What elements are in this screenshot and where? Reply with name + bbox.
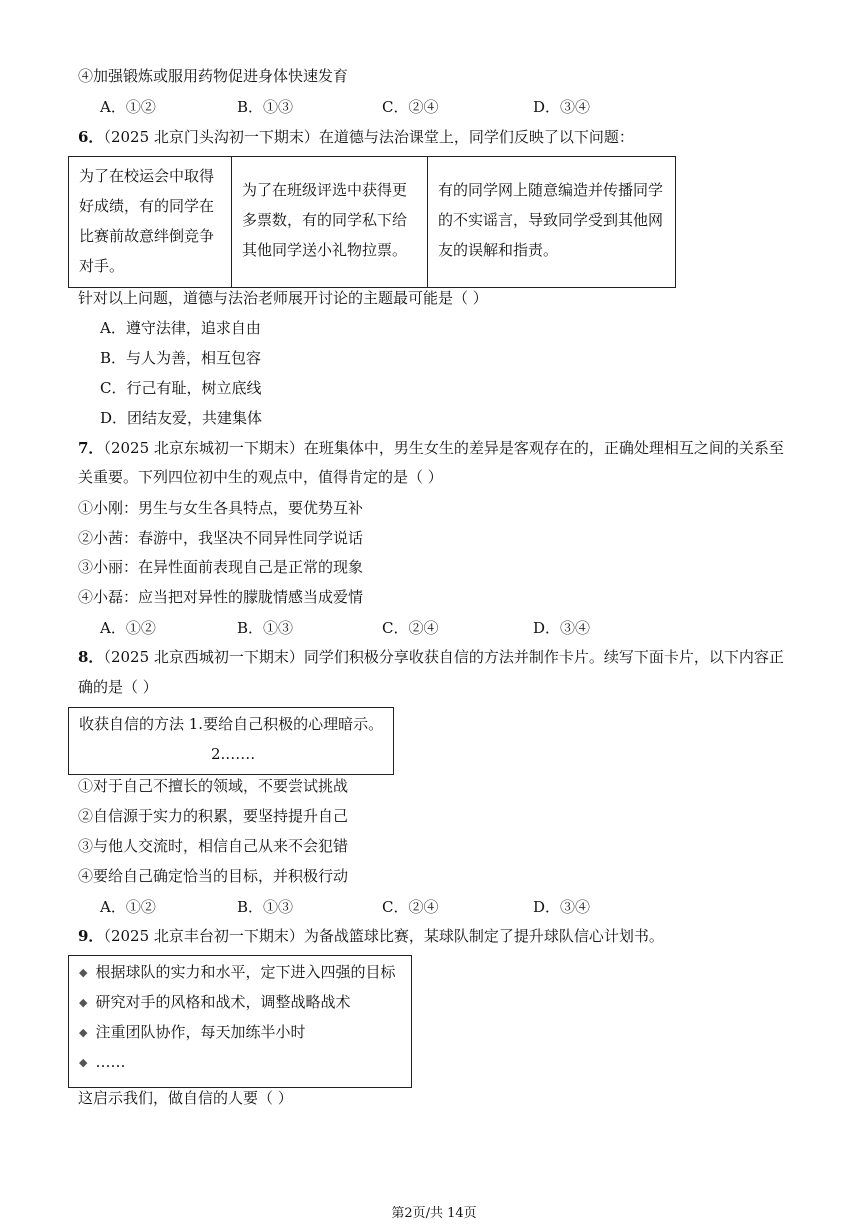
page-footer: 第2页/共 14页	[391, 1206, 477, 1221]
diamond-bullet-icon: ◆	[79, 966, 88, 979]
q7-item-3: ③小丽：在异性面前表现自己是正常的现象	[78, 558, 364, 576]
q7-option-b: B．①③	[237, 619, 294, 637]
q8-item-4: ④要给自己确定恰当的目标，并积极行动	[78, 867, 349, 885]
diamond-bullet-icon: ◆	[79, 1056, 88, 1069]
q8-card-line-2: 2.……	[211, 745, 256, 763]
q9-stem	[78, 926, 664, 946]
q9-number: 9．	[78, 927, 104, 945]
q8-options	[100, 897, 800, 917]
q6-scenario-cell-2: 为了在班级评选中获得更多票数，有的同学私下给其他同学送小礼物拉票。	[231, 157, 427, 287]
q8-option-c: C．②④	[382, 898, 439, 916]
q8-stem-line-1	[78, 647, 784, 667]
q6-question: 针对以上问题，道德与法治老师展开讨论的主题最可能是（ ）	[78, 289, 488, 307]
q8-option-a: A．①②	[100, 898, 156, 916]
q7-stem-line-2: 关重要。下列四位初中生的观点中，值得肯定的是（ ）	[78, 468, 443, 486]
q9-plan-item	[79, 1022, 305, 1044]
q6-scenario-table	[68, 156, 676, 288]
q8-number: 8．	[78, 648, 104, 666]
q9-plan-item	[79, 962, 395, 984]
q8-option-b: B．①③	[237, 898, 294, 916]
q8-item-2: ②自信源于实力的积累，要坚持提升自己	[78, 807, 349, 825]
q9-plan-item-text: 研究对手的风格和战术，调整战略战术	[95, 993, 351, 1011]
diamond-bullet-icon: ◆	[79, 1026, 88, 1039]
q8-item-1: ①对于自己不擅长的领域，不要尝试挑战	[78, 777, 349, 795]
q7-number: 7．	[78, 439, 104, 457]
q6-scenario-cell-1: 为了在校运会中取得好成绩，有的同学在比赛前故意绊倒竞争对手。	[79, 167, 215, 275]
q8-option-d: D．③④	[533, 898, 591, 916]
q7-stem-line-1	[78, 438, 784, 458]
q6-scenario-cell-3: 有的同学网上随意编造并传播同学的不实谣言，导致同学受到其他网友的误解和指责。	[427, 157, 677, 287]
q7-item-1: ①小刚：男生与女生各具特点，要优势互补	[78, 499, 364, 517]
q7-option-c: C．②④	[382, 619, 439, 637]
q8-method-card	[68, 707, 394, 775]
q7-item-2: ②小茜：春游中，我坚决不同异性同学说话	[78, 529, 364, 547]
q5-option-c: C．②④	[382, 98, 439, 116]
q6-option-a: A．遵守法律，追求自由	[100, 319, 261, 337]
q5-option-d: D．③④	[533, 98, 591, 116]
q6-stem-text: （2025 北京门头沟初一下期末）在道德与法治课堂上，同学们反映了以下问题：	[103, 128, 634, 146]
q6-option-c: C．行己有耻，树立底线	[100, 379, 262, 397]
q8-stem-line-2: 确的是（ ）	[78, 678, 158, 696]
diamond-bullet-icon: ◆	[79, 996, 88, 1009]
q5-option-a: A．①②	[100, 98, 156, 116]
q5-item-4: ④加强锻炼或服用药物促进身体快速发育	[78, 67, 349, 85]
q8-item-3: ③与他人交流时，相信自己从来不会犯错	[78, 837, 349, 855]
q7-option-d: D．③④	[533, 619, 591, 637]
q5-option-b: B．①③	[237, 98, 294, 116]
q6-option-b: B．与人为善，相互包容	[100, 349, 262, 367]
q7-options	[100, 618, 800, 638]
q7-item-4: ④小磊：应当把对异性的朦胧情感当成爱情	[78, 588, 364, 606]
q9-plan-item-text: 根据球队的实力和水平，定下进入四强的目标	[95, 963, 396, 981]
q6-option-d: D．团结友爱，共建集体	[100, 409, 263, 427]
q6-number: 6．	[78, 128, 104, 146]
q9-plan-item-text: 注重团队协作，每天加练半小时	[95, 1023, 306, 1041]
q9-plan-item	[79, 992, 350, 1014]
q9-question: 这启示我们，做自信的人要（ ）	[78, 1089, 293, 1107]
q6-stem	[78, 127, 634, 147]
q5-options	[100, 97, 800, 117]
q7-stem-text: （2025 北京东城初一下期末）在班集体中，男生女生的差异是客观存在的，正确处理相互之间的关系至	[103, 439, 784, 457]
q9-plan-box	[68, 955, 412, 1088]
q7-option-a: A．①②	[100, 619, 156, 637]
q8-card-line-1: 收获自信的方法 1.要给自己积极的心理暗示。	[79, 715, 384, 733]
q9-plan-item-text: ……	[95, 1053, 126, 1071]
q9-stem-text: （2025 北京丰台初一下期末）为备战篮球比赛，某球队制定了提升球队信心计划书。	[103, 927, 664, 945]
q8-stem-text: （2025 北京西城初一下期末）同学们积极分享收获自信的方法并制作卡片。续写下面卡片，以下内容正	[103, 648, 784, 666]
q9-plan-item	[79, 1052, 125, 1074]
